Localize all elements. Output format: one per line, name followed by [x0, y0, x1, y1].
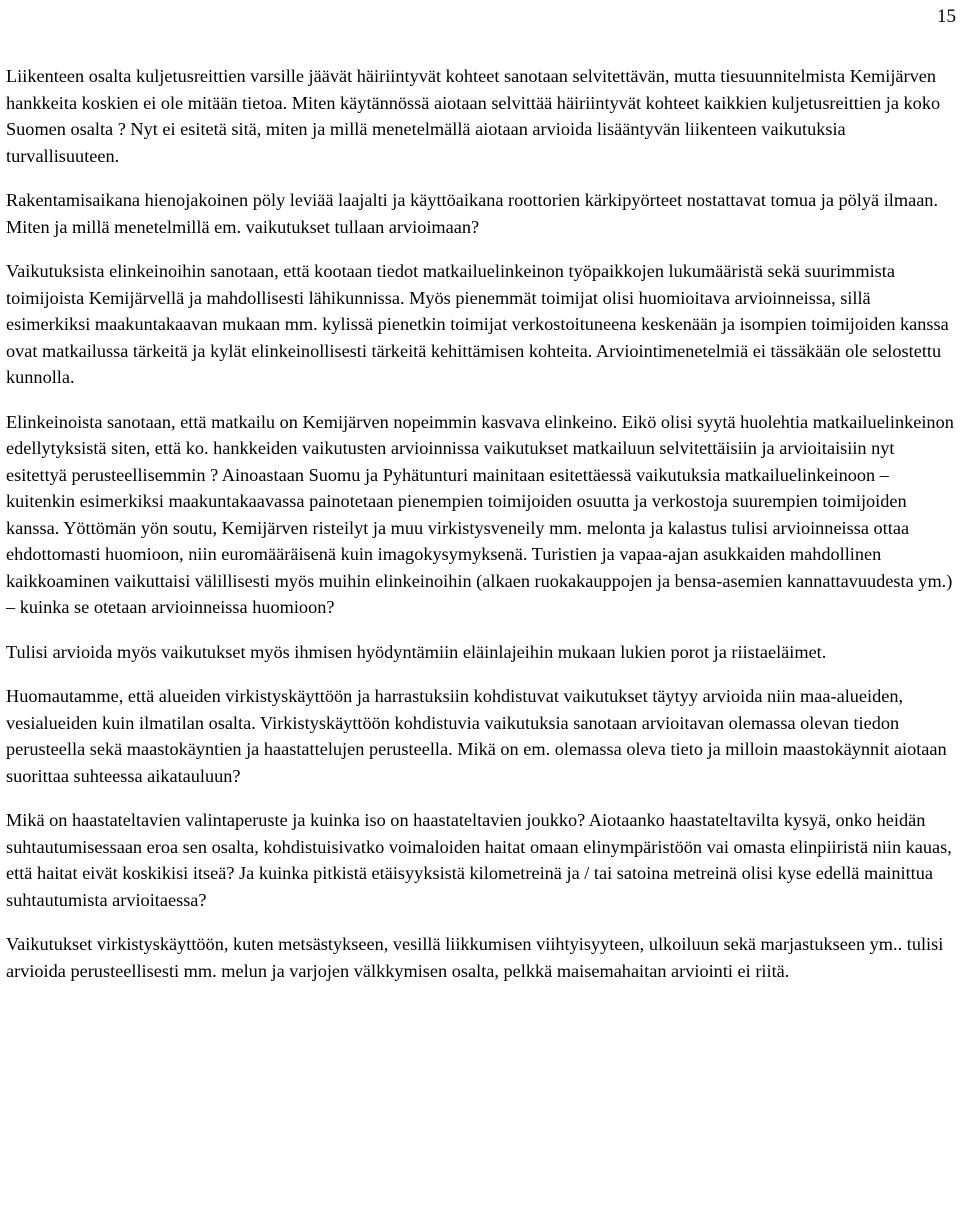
paragraph-business-impacts: Vaikutuksista elinkeinoihin sanotaan, että kootaan tiedot matkailuelinkeinon työpaikkojen lukumääristä sekä suurimmista toimijoista Kemijärvellä ja mahdollisesti lähikunnissa. Myös pienemmät toimijat olisi huomioitava arvioinneissa, sillä esimerkiksi maakuntakaavan mukaan mm. kylissä pienetkin toimijat verkostoituneena keskenään ja isompien toimijoiden kanssa ovat matkailussa tärkeitä ja kylät elinkeinollisesti tärkeitä kehittämisen kohteita. Arviointimenetelmiä ei tässäkään ole selostettu kunnolla. [6, 261, 949, 387]
paragraph-tourism: Elinkeinoista sanotaan, että matkailu on Kemijärven nopeimmin kasvava elinkeino. Eikö olisi syytä huolehtia matkailuelinkeinon edellytyksistä siten, että ko. hankkeiden vaikutusten arvioinnissa vaikutukset matkailuun selvitettäisiin ja arvioitaisiin nyt esitettyä perusteellisemmin ? Ainoastaan Suomu ja Pyhätunturi mainitaan esitettäessä vaikutuksia matkailuelinkeinoon – kuitenkin esimerkiksi maakuntakaavassa painotetaan pienempien toimijoiden osuutta ja verkostoja suurempien toimijoiden kanssa. Yöttömän yön soutu, Kemijärven risteilyt ja muu virkistysveneily mm. melonta ja kalastus tulisi arvioinneissa ottaa ehdottomasti huomioon, niin euromääräisenä kuin imagokysymyksenä. Turistien ja vapaa-ajan asukkaiden mahdollinen kaikkoaminen vaikuttaisi välillisesti myös muihin elinkeinoihin (alkaen ruokakauppojen ja bensa-asemien kannattavuudesta ym.) – kuinka se otetaan arvioinneissa huomioon? [6, 411, 954, 617]
paragraph-recreation-impacts: Vaikutukset virkistyskäyttöön, kuten metsästykseen, vesillä liikkumisen viihtyisyyteen, ulkoiluun sekä marjastukseen ym.. tulisi arvioida perusteellisesti mm. melun ja varjojen välkkymisen osalta, pelkkä maisemahaitan arviointi ei riitä. [6, 934, 944, 981]
paragraph-construction-dust: Rakentamisaikana hienojakoinen pöly leviää laajalti ja käyttöaikana roottorien kärkipyörteet nostattavat tomua ja pölyä ilmaan. Miten ja millä menetelmillä em. vaikutukset tullaan arvioimaan? [6, 190, 939, 237]
paragraph-recreational-use: Huomautamme, että alueiden virkistyskäyttöön ja harrastuksiin kohdistuvat vaikutukset täytyy arvioida niin maa-alueiden, vesialueiden kuin ilmatilan osalta. Virkistyskäyttöön kohdistuvia vaikutuksia sanotaan arvioitavan olemassa olevan tiedon perusteella sekä maastokäyntien ja haastattelujen perusteella. Mikä on em. olemassa oleva tieto ja milloin maastokäynnit aiotaan suorittaa suhteessa aikatauluun? [6, 686, 947, 786]
paragraph-interviewees: Mikä on haastateltavien valintaperuste ja kuinka iso on haastateltavien joukko? Aiotaanko haastateltavilta kysyä, onko heidän suhtautumisessaan eroa sen osalta, kohdistuisivatko voimaloiden haitat omaan elinympäristöön vai omasta elinpiiristä niin kauas, että haitat eivät koskikisi itseä? Ja kuinka pitkistä etäisyyksistä kilometreinä ja / tai satoina metreinä olisi kyse edellä mainittua suhtautumista arvioitaessa? [6, 810, 952, 910]
paragraph-game-animals: Tulisi arvioida myös vaikutukset myös ihmisen hyödyntämiin eläinlajeihin mukaan lukien porot ja riistaeläimet. [6, 641, 827, 662]
paragraph-traffic-routes: Liikenteen osalta kuljetusreittien varsille jäävät häiriintyvät kohteet sanotaan selvitettävän, mutta tiesuunnitelmista Kemijärven hankkeita koskien ei ole mitään tietoa. Miten käytännössä aiotaan selvittää häiriintyvät kohteet kaikkien kuljetusreittien ja koko Suomen osalta ? Nyt ei esitetä sitä, miten ja millä menetelmällä aiotaan arvioida lisääntyvän liikenteen vaikutuksia turvallisuuteen. [6, 66, 941, 166]
page-number: 15 [937, 6, 956, 27]
document-body [6, 63, 954, 1002]
